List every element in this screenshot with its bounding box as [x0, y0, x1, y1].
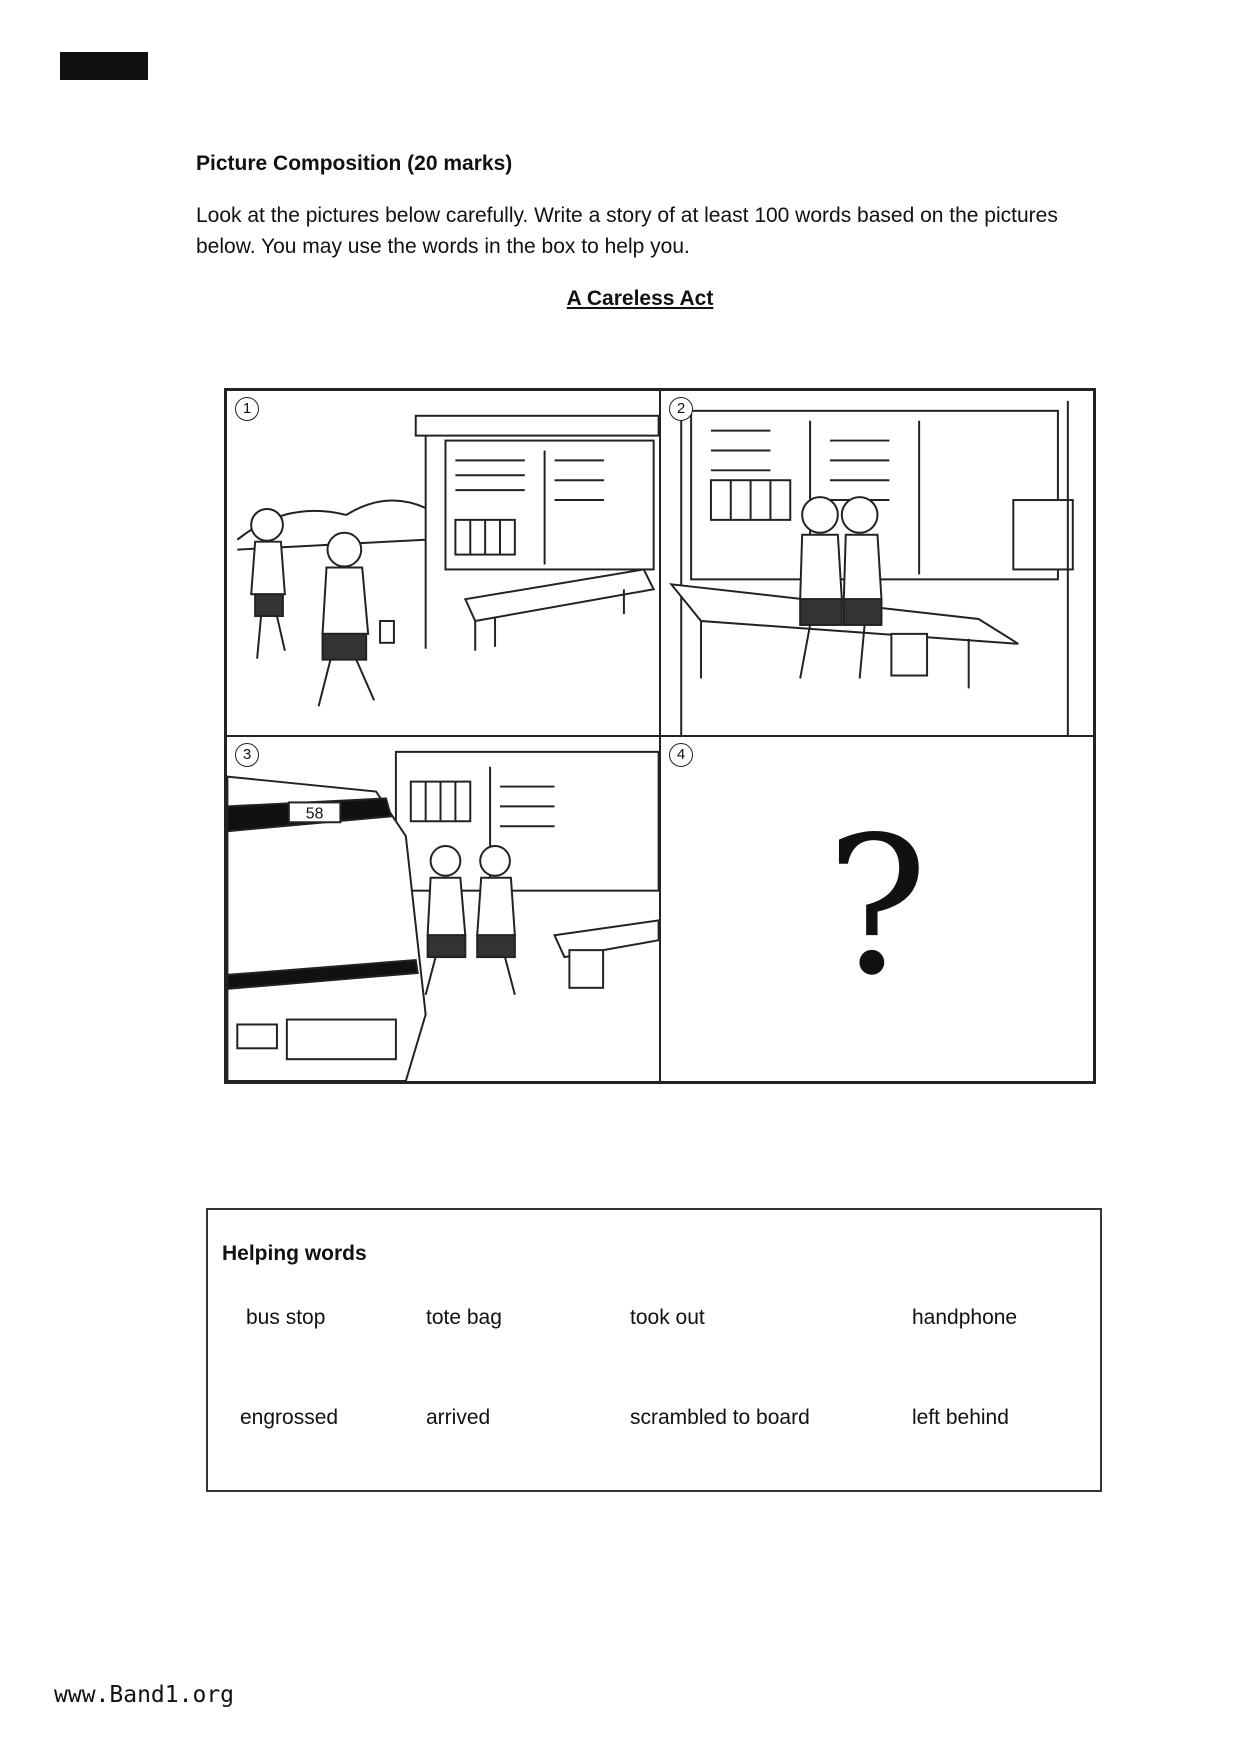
question-mark: ?: [826, 796, 928, 1017]
scene-bus-arrives: [227, 737, 659, 1081]
picture-panel-3: [226, 736, 660, 1082]
footer-url: www.Band1.org: [54, 1682, 235, 1708]
helping-word: engrossed: [240, 1406, 339, 1429]
instructions-text: Look at the pictures below carefully. Write a story of at least 100 words based on the pictures below. You may use the words in the box to help you.: [196, 204, 1058, 258]
helping-word: arrived: [426, 1406, 491, 1429]
section-heading: Picture Composition (20 marks): [196, 152, 513, 175]
helping-word: scrambled to board: [630, 1406, 810, 1429]
picture-panel-4: [660, 736, 1094, 1082]
redaction-bar: [60, 52, 148, 80]
story-title: A Careless Act: [566, 287, 714, 310]
helping-words-box: [206, 1208, 1102, 1492]
scene-walking-to-bus-stop: [227, 391, 659, 735]
scene-boys-on-bench: [661, 391, 1093, 735]
helping-word: left behind: [912, 1406, 1009, 1429]
panel-number-1: 1: [235, 397, 259, 421]
picture-grid: [224, 388, 1096, 1084]
bus-number-label: 58: [305, 805, 324, 823]
helping-word: tote bag: [426, 1306, 502, 1329]
helping-word: took out: [630, 1306, 705, 1329]
helping-word: handphone: [912, 1306, 1018, 1329]
picture-panel-1: [226, 390, 660, 736]
panel-number-3: 3: [235, 743, 259, 767]
helping-words-label: Helping words: [222, 1242, 367, 1265]
helping-word: bus stop: [246, 1306, 326, 1329]
panel-number-4: 4: [669, 743, 693, 767]
panel-number-2: 2: [669, 397, 693, 421]
picture-panel-2: [660, 390, 1094, 736]
